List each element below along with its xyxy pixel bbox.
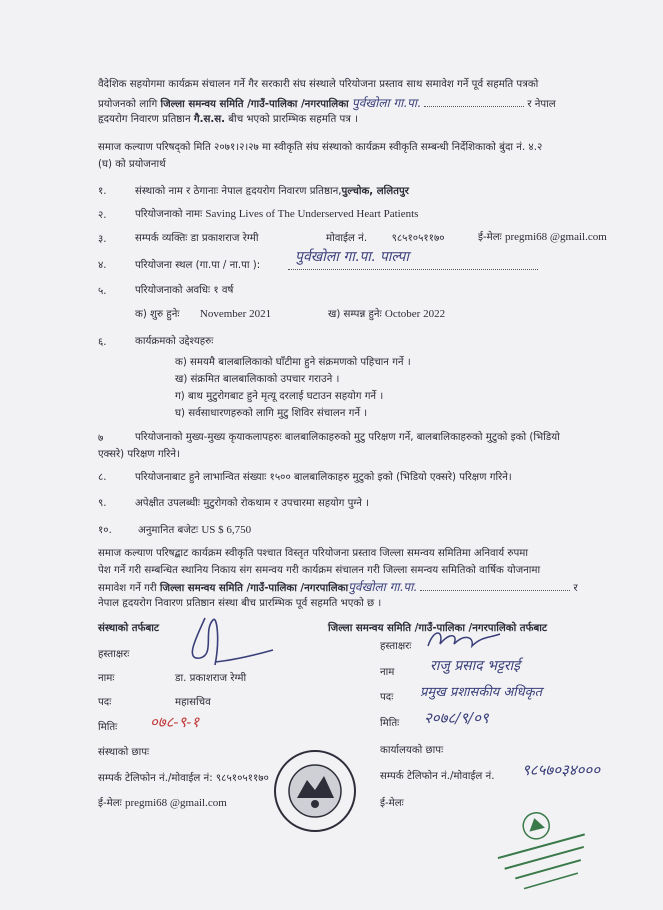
objective-3: ग) बाथ मुटुरोगबाट हुने मृत्यू दरलाई घटाउन सहयोग गर्ने । bbox=[175, 391, 384, 402]
left-date: ०७८-९-१ bbox=[150, 713, 200, 731]
item-1-number: १. bbox=[98, 186, 107, 197]
closing-line3: समावेश गर्ने गरी जिल्ला समन्वय समिति /गाउँ-पालिका /नगरपालिकापुर्वखोला गा.पा. र bbox=[98, 580, 578, 594]
right-post-label: पदः bbox=[380, 692, 394, 703]
left-signature bbox=[175, 610, 275, 670]
right-sign-label: हस्ताक्षरः bbox=[380, 641, 412, 652]
left-post-label: पदः bbox=[98, 697, 112, 708]
fill-line bbox=[420, 590, 570, 591]
item-7-number: ७ bbox=[98, 433, 104, 444]
handwritten-place: पुर्वखोला गा.पा. bbox=[348, 580, 417, 594]
right-phone-label: सम्पर्क टेलिफोन नं./मोवाईल नं. bbox=[380, 771, 495, 782]
objective-1: क) समयमै बालबालिकाको घाँटीमा हुने संक्रमणको पहिचान गर्ने । bbox=[175, 357, 411, 368]
objective-2: ख) संक्रमित बालबालिकाको उपचार गराउने । bbox=[175, 374, 340, 385]
item-5-duration: परियोजनाको अवधिः १ वर्ष bbox=[135, 285, 234, 296]
item-9: अपेक्षीत उपलब्धीः मुटुरोगको रोकथाम र उपचारमा सहयोग पुग्ने । bbox=[135, 498, 370, 509]
preamble-line1: समाज कल्याण परिषद्को मिति २०७१।२।२७ मा स्वीकृति संघ संस्थाको कार्यक्रम स्वीकृति सम्बन्धी निर्देशिकाको बुंदा नं. ४.२ bbox=[98, 142, 543, 153]
item-6-number: ६. bbox=[98, 337, 107, 348]
item-1: संस्थाको नाम र ठेगानाः नेपाल हृदयरोग निवारण प्रतिष्ठान,पुल्चोक, ललितपुर bbox=[135, 186, 409, 197]
item-6-label: कार्यक्रमको उद्देश्यहरुः bbox=[135, 336, 214, 347]
right-email-label: ई-मेलः bbox=[380, 798, 404, 809]
right-phone: ९८५७०३४००० bbox=[522, 761, 601, 779]
item-4-handwritten-site: पुर्वखोला गा.पा. पाल्पा bbox=[295, 249, 409, 265]
item-5-start: क) शुरु हुनेः November 2021 bbox=[135, 308, 272, 320]
intro-line3: हृदयरोग निवारण प्रतिष्ठान गै.स.स. बीच भएको प्रारम्भिक सहमति पत्र । bbox=[98, 114, 358, 125]
objective-4: घ) सर्वसाधारणहरुको लागि मुटु शिविर संचालन गर्ने । bbox=[175, 408, 368, 419]
closing-line1: समाज कल्याण परिषद्बाट कार्यक्रम स्वीकृति पश्चात विस्तृत परियोजना प्रस्ताव जिल्ला समन्वय समितिमा अनिवार्य रुपमा bbox=[98, 548, 529, 559]
item-3-contact: सम्पर्क व्यक्तिः डा प्रकाशराज रेग्मी bbox=[135, 233, 259, 244]
closing-line4: नेपाल हृदयरोग निवारण प्रतिष्ठान संस्था बीच प्रारम्भिक पूर्व सहमति भएको छ । bbox=[98, 598, 382, 609]
right-date: २०७८/९/०९ bbox=[424, 709, 489, 727]
right-heading: जिल्ला समन्वय समिति /गाउँ-पालिका /नगरपालिको तर्फबाट bbox=[328, 623, 548, 634]
intro-line2: प्रयोजनको लागि जिल्ला समन्वय समिति /गाउँ-पालिका /नगरपालिका पुर्वखोला गा.पा. र नेपाल bbox=[98, 96, 556, 110]
item-8-number: ८. bbox=[98, 472, 107, 483]
closing-line2: पेश गर्ने गरी सम्बन्धित स्थानिय निकाय संग समन्वय गरी कार्यक्रम संचालन गरी जिल्ला समन्वय समितिको वार्षिक योजनामा bbox=[98, 565, 541, 576]
item-7-line2: एक्सरे) परिक्षण गरिने। bbox=[98, 449, 180, 460]
left-name: डा. प्रकाशराज रेग्मी bbox=[175, 673, 247, 684]
item-3-mobile: मोवाईल नं. ९८५१०५११७० bbox=[326, 233, 445, 244]
nhf-stamp bbox=[272, 748, 358, 834]
left-sign-label: हस्ताक्षरः bbox=[98, 649, 130, 660]
item-7-line1: परियोजनाको मुख्य-मुख्य कृयाकलापहरुः बालबालिकाहरुको मुटु परिक्षण गर्ने, बालबालिकाहरुको मुटुको इको (भिडियो bbox=[135, 432, 560, 443]
item-8: परियोजनाबाट हुने लाभान्वित संख्याः १५०० बालबालिकाहरु मुटुको इको (भिडियो एक्सरे) परिक्षण गरिने। bbox=[135, 472, 512, 483]
left-date-label: मितिः bbox=[98, 722, 118, 733]
fill-line bbox=[288, 269, 538, 270]
left-phone: सम्पर्क टेलिफोन नं./मोवाईल नं: ९८५१०५११७० bbox=[98, 773, 269, 784]
left-stamp-label: संस्थाको छापः bbox=[98, 747, 150, 758]
right-post: प्रमुख प्रशासकीय अधिकृत bbox=[420, 685, 543, 700]
preamble-line2: (घ) को प्रयोजनार्थ bbox=[98, 159, 166, 170]
item-2-number: २. bbox=[98, 210, 107, 221]
item-3-email: ई-मेलः pregmi68 @gmail.com bbox=[478, 231, 607, 243]
item-4-number: ४. bbox=[98, 260, 107, 271]
right-name-label: नाम bbox=[380, 667, 395, 678]
right-date-label: मितिः bbox=[380, 718, 400, 729]
fill-line bbox=[424, 106, 524, 107]
item-5-number: ५. bbox=[98, 286, 107, 297]
left-heading: संस्थाको तर्फबाट bbox=[98, 623, 160, 634]
item-4-label: परियोजना स्थल (गा.पा / ना.पा ): bbox=[135, 260, 261, 271]
item-2: परियोजनाको नामः Saving Lives of The Underserved Heart Patients bbox=[135, 208, 419, 220]
intro-line1: वैदेशिक सहयोगमा कार्यक्रम संचालन गर्ने गैर सरकारी संघ संस्थाले परियोजना प्रस्ताव साथ समावेश गर्ने पूर्व सहमति पत्रको bbox=[98, 79, 539, 90]
right-name: राजु प्रसाद भट्टराई bbox=[430, 658, 521, 674]
handwritten-place: पुर्वखोला गा.पा. bbox=[351, 96, 421, 110]
right-signature bbox=[424, 626, 504, 654]
right-stamp-label: कार्यालयको छापः bbox=[380, 745, 444, 756]
left-name-label: नामः bbox=[98, 673, 115, 684]
item-10-number: १०. bbox=[98, 525, 112, 536]
item-10-budget: अनुमानित बजेटः US $ 6,750 bbox=[138, 524, 252, 536]
item-9-number: ९. bbox=[98, 498, 107, 509]
municipality-stamp bbox=[488, 805, 598, 900]
item-5-end: ख) सम्पन्न हुनेः October 2022 bbox=[328, 308, 446, 320]
left-email: ई-मेलः pregmi68 @gmail.com bbox=[98, 797, 227, 809]
item-3-number: ३. bbox=[98, 234, 107, 245]
left-post: महासचिव bbox=[175, 697, 211, 708]
